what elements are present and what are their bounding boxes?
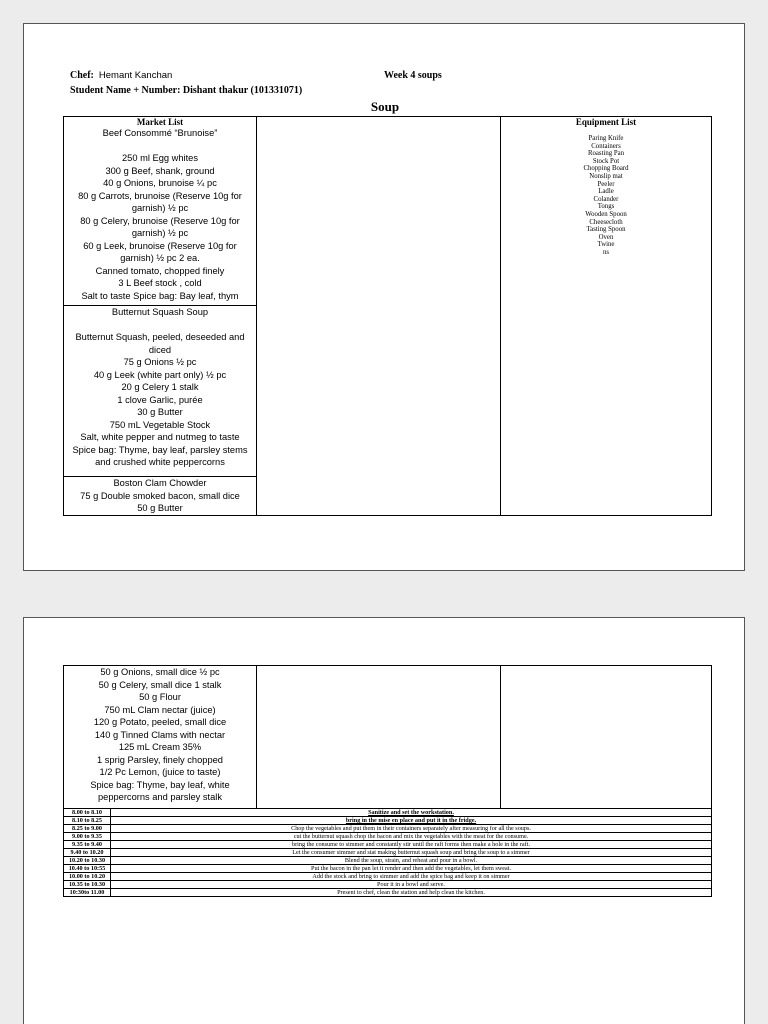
middle-column [257, 666, 501, 809]
chowder-ingredients [64, 477, 256, 515]
ingredient-line: 40 g Leek (white part only) ½ pc [93, 369, 227, 380]
ingredient-line: 30 g Butter [137, 407, 183, 417]
schedule-table [63, 808, 712, 897]
equipment-list [501, 135, 711, 257]
ingredient-line: 125 mL Cream 35% [118, 742, 202, 752]
ingredient-line: diced [148, 344, 172, 355]
ingredient-line: 50 g Onions, small dice ½ pc [100, 667, 220, 677]
ingredient-line: 75 g Onions ½ pc [123, 357, 197, 367]
schedule-row [64, 857, 712, 865]
ingredient-line [64, 140, 256, 153]
equipment-item: Tasting Spoon [586, 226, 626, 234]
ingredient-line: 120 g Potato, peeled, small dice [93, 717, 227, 727]
equipment-item: Colander [593, 195, 619, 203]
chowder-cell [64, 477, 257, 516]
squash-cell [64, 306, 257, 477]
ingredient-line: 300 g Beef, shank, ground [105, 165, 215, 176]
equipment-item: Cheesecloth [589, 218, 623, 226]
schedule-task: Blend the soup, strain, and reheat and pour in a bowl. [111, 857, 712, 865]
equipment-item: Nonslip mat [589, 172, 623, 180]
schedule-task: Pour it in a bowl and serve. [111, 881, 712, 889]
equipment-heading: Equipment List [575, 117, 637, 127]
week-label: Week 4 soups [384, 70, 442, 81]
schedule-task: Sanitize and set the workstation. [111, 809, 712, 817]
equipment-item: Oven [598, 233, 614, 241]
ingredient-line: 50 g Butter [137, 503, 183, 513]
ingredient-line: 50 g Celery, small dice 1 stalk [98, 679, 222, 690]
schedule-time: 10.35 to 10.30 [64, 881, 111, 889]
ingredient-line: 80 g Carrots, brunoise (Reserve 10g for [78, 190, 242, 201]
ingredient-line: peppercorns and parsley stalk [97, 792, 223, 802]
schedule-task: Present to chef, clean the station and help clean the kitchen. [111, 889, 712, 897]
schedule-row [64, 817, 712, 825]
market-list-heading: Market List [136, 117, 184, 127]
schedule-time: 10.40 to 10:55 [64, 865, 111, 873]
schedule-task: bring the consume to simmer and constantly stir until the raft forms then make a hole in the raft. [111, 841, 712, 849]
equipment-item: Peeler [597, 180, 615, 188]
ingredient-line: garnish) ½ pc [131, 203, 189, 213]
ingredient-line: 60 g Leek, brunoise (Reserve 10g for [83, 240, 237, 251]
squash-ingredients [64, 306, 256, 469]
ingredient-line: 1 sprig Parsley, finely chopped [97, 754, 223, 765]
ingredient-line: and crushed white peppercorns [95, 457, 225, 467]
schedule-row [64, 889, 712, 897]
equipment-item: ns [602, 248, 610, 256]
schedule-time: 8.25 to 9.00 [64, 825, 111, 833]
equipment-column [501, 666, 712, 809]
schedule-time: 9.40 to 10.20 [64, 849, 111, 857]
ingredient-line: garnish) ½ pc 2 ea. [120, 253, 200, 263]
ingredient-line: 750 mL Clam nectar (juice) [104, 704, 216, 715]
ingredient-line: Spice bag: Thyme, bay leaf, parsley stems [72, 444, 248, 455]
ingredient-line: Butternut Squash, peeled, deseeded and [75, 332, 245, 342]
ingredient-line: Butternut Squash Soup [111, 307, 209, 317]
ingredient-line: 750 mL Vegetable Stock [109, 419, 211, 430]
schedule-task: cut the butternut squash chop the bacon and mix the vegetables with the meat for the consume. [111, 833, 712, 841]
consomme-cell [64, 127, 257, 306]
schedule-time: 8.00 to 8.10 [64, 809, 111, 817]
schedule-task: bring in the mise en place and put it in the fridge. [111, 817, 712, 825]
ingredient-line: 3 L Beef stock , cold [118, 278, 202, 288]
recipe-table [63, 116, 712, 516]
document-page-1 [23, 23, 745, 571]
schedule-row [64, 865, 712, 873]
equipment-item: Wooden Spoon [585, 210, 627, 218]
student-line: Student Name + Number: Dishant thakur (101331071) [70, 85, 303, 96]
equipment-item: Containers [591, 142, 621, 150]
schedule-time: 10.00 to 10.20 [64, 873, 111, 881]
ingredient-line: Boston Clam Chowder [113, 478, 207, 488]
schedule-row [64, 841, 712, 849]
schedule-time: 10:30to 11.00 [64, 889, 111, 897]
ingredient-line: Spice bag: Thyme, bay leaf, white [90, 779, 230, 790]
schedule-time: 9.00 to 9.35 [64, 833, 111, 841]
schedule-time: 9.35 to 9.40 [64, 841, 111, 849]
chowder-continued-cell [64, 666, 257, 809]
consomme-ingredients [64, 127, 256, 302]
ingredient-line: Salt, white pepper and nutmeg to taste [80, 432, 240, 442]
ingredient-line: 80 g Celery, brunoise (Reserve 10g for [80, 215, 240, 226]
ingredient-line: 1/2 Pc Lemon, (juice to taste) [99, 767, 221, 777]
schedule-task: Let the consumer simmer and stat making butternut squash soup and bring the soup to a simmer [111, 849, 712, 857]
ingredient-line: 250 ml Egg whites [122, 153, 198, 163]
chef-name: Hemant Kanchan [98, 70, 173, 81]
equipment-item: Ladle [598, 188, 614, 196]
schedule-task: Add the stock and bring to simmer and add the spice bag and keep it on simmer [111, 873, 712, 881]
equipment-item: Stock Pot [592, 157, 620, 165]
ingredient-line: 1 clove Garlic, purée [117, 394, 203, 405]
equipment-cell [501, 117, 712, 516]
middle-column [257, 117, 501, 516]
equipment-item: Chopping Board [583, 165, 629, 173]
schedule-row [64, 881, 712, 889]
ingredient-line: 140 g Tinned Clams with nectar [94, 729, 226, 740]
schedule-time: 10.20 to 10.30 [64, 857, 111, 865]
schedule-row [64, 849, 712, 857]
recipe-table-continued [63, 665, 712, 809]
ingredient-line: 50 g Flour [139, 692, 181, 702]
schedule-row [64, 809, 712, 817]
ingredient-line: Canned tomato, chopped finely [95, 265, 225, 276]
ingredient-line: 40 g Onions, brunoise ¼ pc [103, 178, 217, 188]
chowder-ingredients-continued [64, 666, 256, 804]
chef-line [70, 70, 172, 81]
ingredient-line [64, 319, 256, 332]
schedule-time: 8.10 to 8.25 [64, 817, 111, 825]
schedule-task: Put the bacon in the pan let it render and then add the vegetables, let them sweat. [111, 865, 712, 873]
equipment-item: Paring Knife [588, 135, 624, 142]
equipment-item: Roasting Pan [587, 150, 625, 158]
document-page-2 [23, 617, 745, 1024]
schedule-row [64, 833, 712, 841]
chef-label: Chef: [70, 70, 94, 81]
ingredient-line: Beef Consommé “Brunoise” [102, 128, 218, 138]
page-title: Soup [370, 99, 400, 114]
ingredient-line: Salt to taste Spice bag: Bay leaf, thym [81, 290, 239, 301]
ingredient-line: 20 g Celery 1 stalk [121, 382, 199, 392]
equipment-item: Tongs [597, 203, 615, 211]
ingredient-line: 75 g Double smoked bacon, small dice [80, 490, 240, 501]
schedule-row [64, 825, 712, 833]
equipment-item: Twine [597, 241, 615, 249]
ingredient-line: garnish) ½ pc [131, 228, 189, 238]
schedule-row [64, 873, 712, 881]
schedule-task: Chop the vegetables and put them in their containers separately after measuring for all the soups. [111, 825, 712, 833]
market-list-header-cell [64, 117, 257, 128]
